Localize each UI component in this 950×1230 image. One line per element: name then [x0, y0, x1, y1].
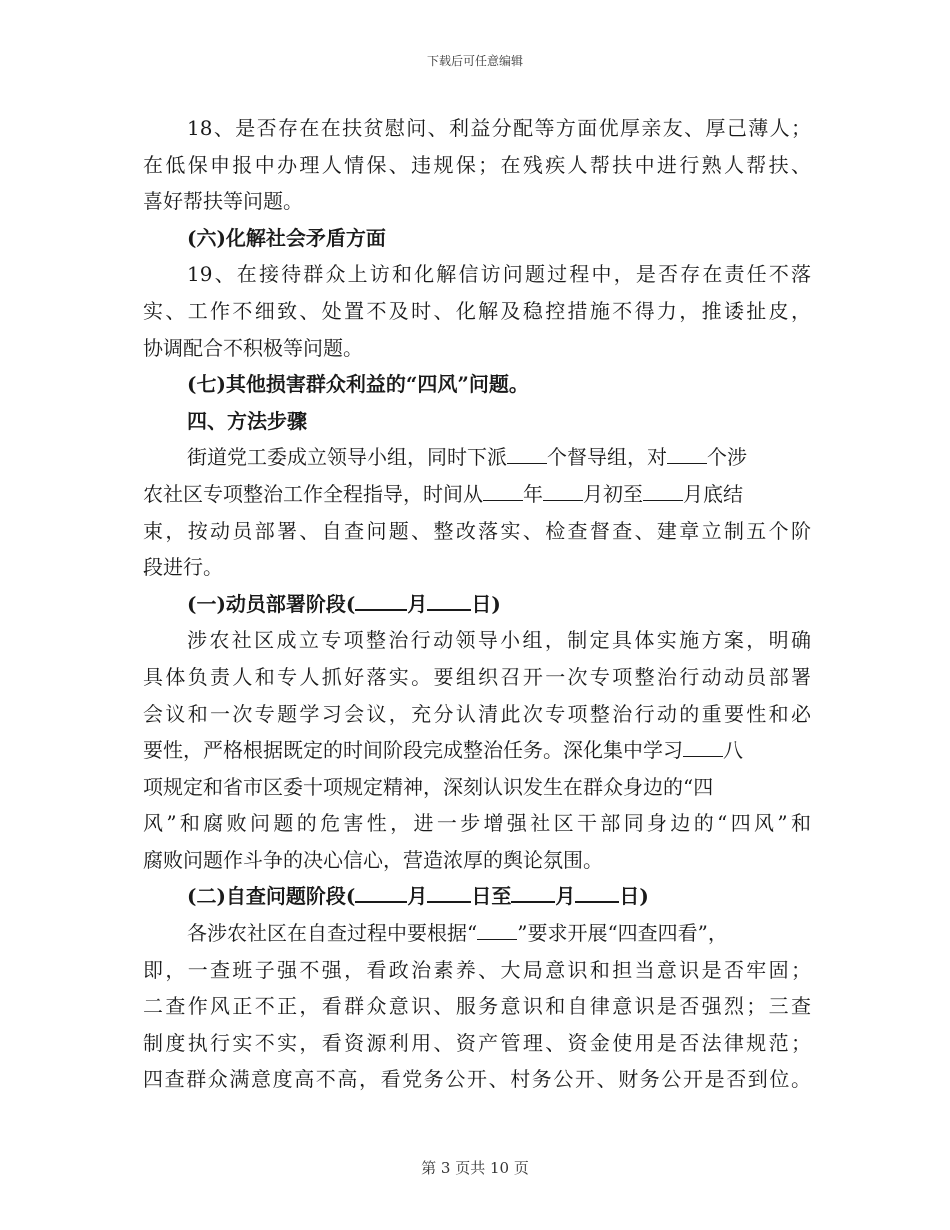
fill-blank: [643, 478, 683, 501]
text-span: 各涉农社区在自查过程中要根据“: [187, 921, 478, 946]
fill-blank: [355, 587, 407, 611]
paragraph-line: 18、是否存在在扶贫慰问、利益分配等方面优厚亲友、厚己薄人；: [187, 116, 811, 140]
section-heading: [143, 878, 811, 915]
paragraph-line: 风”和腐败问题的危害性，进一步增强社区干部同身边的“四风”和: [143, 811, 811, 836]
text-span: 个涉: [707, 445, 747, 470]
fill-blank: [507, 441, 547, 464]
fill-blank: [683, 734, 723, 757]
paragraph-line: [143, 915, 811, 952]
text-span: 个督导组，对: [547, 445, 667, 470]
paragraph-line: 会议和一次专题学习会议，充分认清此次专项整治行动的重要性和必: [143, 701, 811, 726]
paragraph-line: 协调配合不积极等问题。: [143, 335, 363, 360]
section-heading: [143, 586, 811, 623]
paragraph-line: [143, 476, 811, 513]
text-span: ”要求开展“四查四看”，: [517, 921, 728, 946]
fill-blank: [355, 879, 407, 903]
paragraph-line: 喜好帮扶等问题。: [143, 189, 303, 214]
fill-blank: [483, 478, 523, 501]
text-span: 八: [723, 738, 743, 763]
paragraph-line: 涉农社区成立专项整治行动领导小组，制定具体实施方案，明确: [187, 628, 811, 653]
fill-blank: [427, 587, 471, 611]
text-span: 月: [407, 884, 428, 909]
section-heading: (七)其他损害群众利益的“四风”问题。: [187, 372, 529, 397]
paragraph-line: 四查群众满意度高不高，看党务公开、村务公开、财务公开是否到位。: [143, 1067, 811, 1092]
fill-blank: [575, 879, 619, 903]
fill-blank: [511, 879, 555, 903]
paragraph-line: 制度执行实不实，看资源利用、资产管理、资金使用是否法律规范；: [143, 1030, 811, 1055]
text-span: 年: [523, 481, 543, 506]
paragraph-line: 束，按动员部署、自查问题、整改落实、检查督查、建章立制五个阶: [143, 518, 811, 543]
fill-blank: [427, 879, 471, 903]
paragraph-line: 19、在接待群众上访和化解信访问题过程中，是否存在责任不落: [187, 262, 811, 287]
text-span: 日): [619, 884, 649, 909]
page-header: 下载后可任意编辑: [426, 54, 523, 68]
text-span: 月: [555, 884, 576, 909]
paragraph-line: [143, 732, 811, 769]
text-span: 月底结: [683, 481, 743, 506]
fill-blank: [543, 478, 583, 501]
paragraph-line: 在低保申报中办理人情保、违规保；在残疾人帮扶中进行熟人帮扶、: [143, 152, 811, 177]
document-body: [143, 110, 811, 1098]
section-heading: 四、方法步骤: [187, 408, 307, 433]
text-span: 要性，严格根据既定的时间阶段完成整治任务。深化集中学习: [143, 738, 683, 763]
paragraph-line: [143, 439, 811, 476]
text-span: 农社区专项整治工作全程指导，时间从: [143, 481, 483, 506]
text-span: (二)自查问题阶段(: [187, 884, 356, 909]
text-span: 月: [407, 591, 428, 616]
fill-blank: [667, 441, 707, 464]
fill-blank: [477, 917, 517, 940]
text-span: 日): [471, 591, 501, 616]
text-span: (一)动员部署阶段(: [187, 591, 356, 616]
paragraph-line: 段进行。: [143, 555, 223, 580]
text-span: 月初至: [583, 481, 643, 506]
paragraph-line: 二查作风正不正，看群众意识、服务意识和自律意识是否强烈；三查: [143, 994, 811, 1019]
section-heading: (六)化解社会矛盾方面: [187, 225, 386, 250]
paragraph-line: 项规定和省市区委十项规定精神，深刻认识发生在群众身边的“四: [143, 774, 714, 799]
text-span: 日至: [471, 884, 512, 909]
paragraph-line: 腐败问题作斗争的决心信心，营造浓厚的舆论氛围。: [143, 847, 603, 872]
paragraph-line: 具体负责人和专人抓好落实。要组织召开一次专项整治行动动员部署: [143, 664, 811, 689]
text-span: 街道党工委成立领导小组，同时下派: [187, 445, 507, 470]
paragraph-line: 即，一查班子强不强，看政治素养、大局意识和担当意识是否牢固；: [143, 957, 811, 982]
page-footer: 第 3 页共 10 页: [421, 1159, 529, 1177]
paragraph-line: 实、工作不细致、处置不及时、化解及稳控措施不得力，推诿扯皮，: [143, 298, 811, 323]
